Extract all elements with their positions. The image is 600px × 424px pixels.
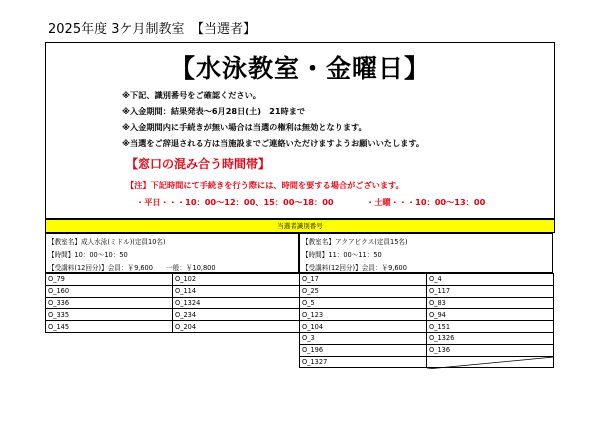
empty-cell [427, 356, 554, 368]
course-name: 【教室名】成人水泳(ミドル)(定員10名) [48, 238, 166, 246]
note-invalid-warning: ※入金期間内に手続きが無い場合は当選の権利は無効となります。 [122, 122, 367, 132]
table-row [46, 309, 300, 321]
id-cell: O_117 [427, 285, 554, 297]
table-row [300, 274, 554, 286]
id-table-adult-swim [45, 273, 300, 333]
course-info-aquabics [299, 233, 553, 273]
course-fee: 【受講料(12回分)】会員：￥9,600 一般：￥10,800 [48, 264, 216, 272]
id-cell: O_94 [427, 309, 554, 321]
id-cell: O_196 [300, 344, 427, 356]
note-check-id: ※下記、識別番号をご確認ください。 [122, 90, 261, 100]
table-row [46, 285, 300, 297]
id-section-bar: 当選者識別番号 [45, 219, 555, 233]
table-row [300, 356, 554, 368]
id-cell: O_234 [173, 309, 300, 321]
notice-box [45, 42, 555, 219]
weekday-busy-times: ・平日・・・10：00～12：00、15：00～18：00 [136, 197, 334, 207]
course-time: 【時間】10：00～10：50 [48, 251, 128, 259]
class-heading: 【水泳教室・金曜日】 [169, 54, 430, 83]
table-row [300, 321, 554, 333]
page-title: 2025年度 3ケ月制教室 【当選者】 [48, 22, 256, 37]
id-cell: O_204 [173, 321, 300, 333]
id-cell: O_4 [427, 274, 554, 286]
id-cell: O_102 [173, 274, 300, 286]
busy-hours-note: 【注】下記時間にて手続きを行う際には、時間を要する場合がございます。 [126, 180, 404, 190]
id-cell: O_79 [46, 274, 173, 286]
id-cell: O_136 [427, 344, 554, 356]
table-row [300, 332, 554, 344]
busy-hours-heading: 【窓口の混み合う時間帯】 [126, 157, 271, 171]
id-table-aquabics [299, 273, 554, 368]
id-cell: O_145 [46, 321, 173, 333]
id-cell: O_3 [300, 332, 427, 344]
table-row [46, 297, 300, 309]
note-payment-period: ※入金期間：結果発表～6月28日(土) 21時まで [122, 106, 306, 116]
id-cell: O_336 [46, 297, 173, 309]
id-cell: O_1327 [300, 356, 427, 368]
table-row [300, 309, 554, 321]
id-cell: O_1326 [427, 332, 554, 344]
course-time: 【時間】11：00～11：50 [302, 251, 382, 259]
saturday-busy-times: ・土曜・・・10：00～13：00 [366, 197, 486, 207]
course-fee: 【受講料(12回分)】会員：￥9,600 [302, 264, 407, 272]
table-row [46, 321, 300, 333]
course-info-adult-swim [45, 233, 299, 273]
table-row [300, 344, 554, 356]
id-cell: O_25 [300, 285, 427, 297]
note-decline-contact: ※当選をご辞退される方は当施設までご連絡いただけますようお願いいたします。 [122, 138, 425, 148]
id-cell: O_1324 [173, 297, 300, 309]
diagonal-strike [427, 357, 554, 369]
id-cell: O_104 [300, 321, 427, 333]
table-row [300, 285, 554, 297]
id-cell: O_151 [427, 321, 554, 333]
id-cell: O_5 [300, 297, 427, 309]
id-cell: O_160 [46, 285, 173, 297]
id-cell: O_123 [300, 309, 427, 321]
table-row [46, 274, 300, 286]
course-name: 【教室名】アクアビクス(定員15名) [302, 238, 408, 246]
table-row [300, 297, 554, 309]
id-cell: O_335 [46, 309, 173, 321]
id-cell: O_114 [173, 285, 300, 297]
id-cell: O_17 [300, 274, 427, 286]
id-cell: O_83 [427, 297, 554, 309]
